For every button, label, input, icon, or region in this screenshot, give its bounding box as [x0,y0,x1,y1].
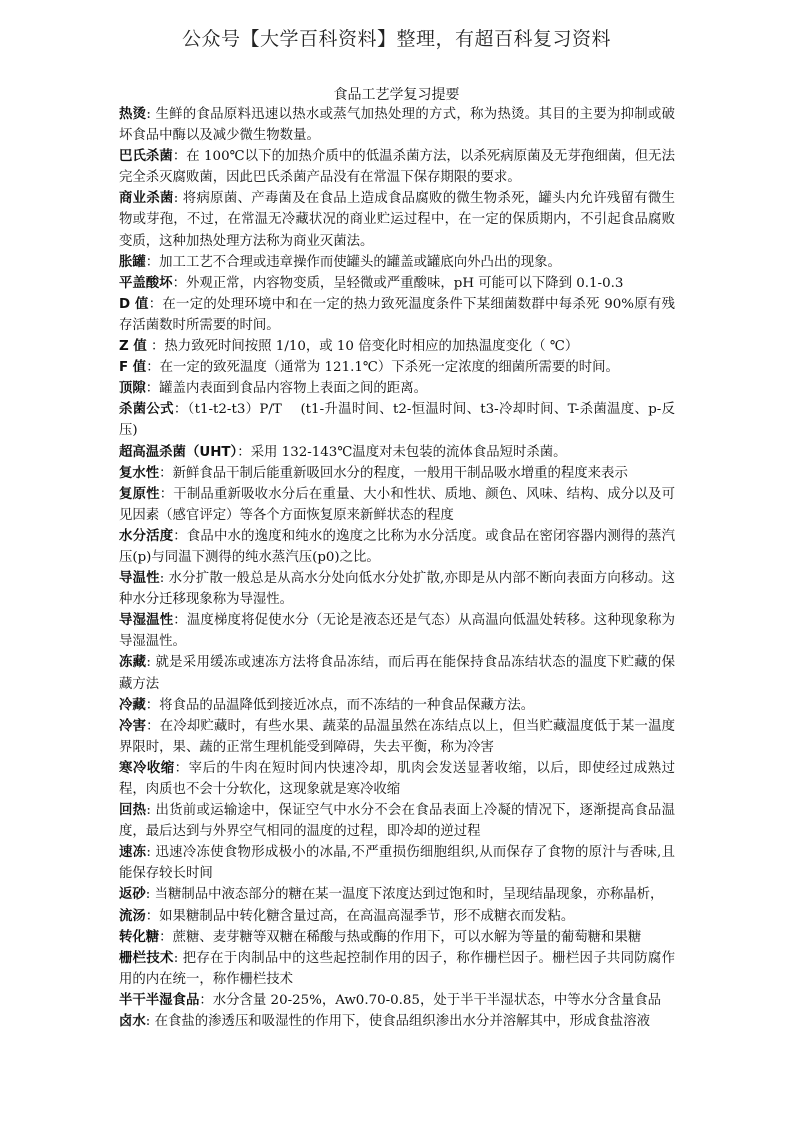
entry-syrup-bleeding: 流汤：如果糖制品中转化糖含量过高，在高温高湿季节，形不成糖衣而发粘。 [119,908,575,924]
definition: 当糖制品中液态部分的糖在某一温度下浓度达到过饱和时，呈现结晶现象，亦称晶析， [154,887,664,903]
header-banner: 公众号【大学百科资料】整理，有超百科复习资料 [181,28,611,50]
entry-sugar-crystallization: 返砂: 当糖制品中液态部分的糖在某一温度下浓度达到过饱和时，呈现结晶现象，亦称晶析， [119,887,664,903]
term: 复原性 [119,486,160,502]
term: 超高温杀菌（UHT） [119,444,238,460]
term: 巴氏杀菌 [119,149,173,165]
term: 导湿温性 [119,613,174,629]
term: 水分活度 [119,528,174,544]
entry-quick-freezing: 速冻: 迅速冷冻使食物形成极小的冰晶,不严重损伤细胞组织,从而保存了食物的原汁与香味,且能保存较长时间 [119,845,675,882]
entry-cold-storage: 冷藏：将食品的品温降低到接近冰点，而不冻结的一种食品保藏方法。 [119,697,535,713]
entry-f-value: F 值：在一定的致死温度（通常为 121.1℃）下杀死一定浓度的细菌所需要的时间。 [119,360,619,376]
entry-sterilization-formula: 杀菌公式：（t1-t2-t3）P/T (t1-升温时间、t2-恒温时间、t3-冷却时间、T-杀菌温度、p-反压) [119,402,676,439]
term: 卤水 [119,1014,146,1030]
term: 栅栏技术 [119,950,174,966]
entry-moisture-conductivity: 导温性: 水分扩散一般总是从高水分处向低水分处扩散,亦即是从内部不断向表面方向移动。这种水分迁移现象称为导湿性。 [119,571,675,608]
definition: 蔗糖、麦芽糖等双糖在稀酸与热或酶的作用下，可以水解为等量的葡萄糖和果糖 [172,929,642,945]
entry-d-value: D 值：在一定的处理环境中和在一定的热力致死温度条件下某细菌数群中每杀死 90%原有残存活菌数时所需要的时间。 [119,296,675,333]
entry-swell: 胀罐：加工工艺不合理或违章操作而使罐头的罐盖或罐底向外凸出的现象。 [119,254,561,270]
definition: 在食盐的渗透压和吸湿性的作用下，使食品组织渗出水分并溶解其中，形成食盐溶液 [154,1014,651,1030]
term: Z 值 [119,339,147,355]
term: 返砂 [119,887,146,903]
entry-pasteurization: 巴氏杀菌：在 100℃以下的加热介质中的低温杀菌方法，以杀死病原菌及无芽孢细菌，但无法完全杀灭腐败菌，因此巴氏杀菌产品没有在常温下保存期限的要求。 [119,149,676,186]
definition: 温度梯度将促使水分（无论是液态还是气态）从高温向低温处转移。这种现象称为导湿温性。 [119,613,676,650]
term: 冷藏 [119,697,146,713]
term: 冷害 [119,718,147,734]
entry-cold-shortening: 寒冷收缩：宰后的牛肉在短时间内快速冷却，肌肉会发送显著收缩，以后，即使经过成熟过程，肉质也不会十分软化，这现象就是寒冷收缩 [119,760,676,797]
definition: 将食品的品温降低到接近冰点，而不冻结的一种食品保藏方法。 [159,697,535,713]
entry-intermediate-moisture-food: 半干半湿食品：水分含量 20-25%，Aw0.70-0.85，处于半干半湿状态，中等水分含量食品 [119,992,661,1008]
term: 流汤 [119,908,146,924]
entry-commercial-sterilization: 商业杀菌: 将病原菌、产毒菌及在食品上造成食品腐败的微生物杀死，罐头内允许残留有微生物或芽孢，不过，在常温无冷藏状况的商业贮运过程中，在一定的保质期内，不引起食品腐败变质，这种加热处理方法称为商业灭菌法。 [119,191,676,249]
definition: 把存在于肉制品中的这些起控制作用的因子，称作栅栏因子。栅栏因子共同防腐作用的内在统一，称作栅栏技术 [119,950,676,987]
term: 顶隙 [119,381,146,397]
definition: 水分含量 20-25%，Aw0.70-0.85，处于半干半湿状态，中等水分含量食品 [212,992,661,1008]
definition: 如果糖制品中转化糖含量过高，在高温高湿季节，形不成糖衣而发粘。 [159,908,575,924]
definition: 干制品重新吸收水分后在重量、大小和性状、质地、颜色、风味、结构、成分以及可见因素（感官评定）等各个方面恢复原来新鲜状态的程度 [119,486,676,523]
term: 转化糖 [119,929,160,945]
definition: 在冷却贮藏时，有些水果、蔬菜的品温虽然在冻结点以上，但当贮藏温度低于某一温度界限时，果、蔬的正常生理机能受到障碍，失去平衡，称为冷害 [119,718,676,755]
term: 杀菌公式 [119,402,174,418]
entry-z-value: Z 值 ：热力致死时间按照 1/10，或 10 倍变化时相应的加热温度变化（ ℃） [119,339,579,355]
definition: 宰后的牛肉在短时间内快速冷却，肌肉会发送显著收缩，以后，即使经过成熟过程，肉质也不会十分软化，这现象就是寒冷收缩 [119,760,676,797]
entry-thermo-moisture-conductivity: 导湿温性：温度梯度将促使水分（无论是液态还是气态）从高温向低温处转移。这种现象称为导湿温性。 [119,613,676,650]
entry-blanching: 热烫: 生鲜的食品原料迅速以热水或蒸气加热处理的方式，称为热烫。其目的主要为抑制或破坏食品中酶以及减少微生物数量。 [119,107,676,144]
definition: 生鲜的食品原料迅速以热水或蒸气加热处理的方式，称为热烫。其目的主要为抑制或破坏食品中酶以及减少微生物数量。 [119,107,676,144]
definition: 将病原菌、产毒菌及在食品上造成食品腐败的微生物杀死，罐头内允许残留有微生物或芽孢，不过，在常温无冷藏状况的商业贮运过程中，在一定的保质期内，不引起食品腐败变质，这种加热处理方法称为商业灭菌法。 [119,191,676,249]
entry-chilling-injury: 冷害：在冷却贮藏时，有些水果、蔬菜的品温虽然在冻结点以上，但当贮藏温度低于某一温度界限时，果、蔬的正常生理机能受到障碍，失去平衡，称为冷害 [119,718,676,755]
entry-rehydration: 复水性：新鲜食品干制后能重新吸回水分的程度，一般用干制品吸水增重的程度来表示 [119,465,628,481]
entry-brine: 卤水: 在食盐的渗透压和吸湿性的作用下，使食品组织渗出水分并溶解其中，形成食盐溶液 [119,1014,651,1030]
definition: 水分扩散一般总是从高水分处向低水分处扩散,亦即是从内部不断向表面方向移动。这种水分迁移现象称为导湿性。 [119,571,675,608]
entry-frozen-storage: 冻藏: 就是采用缓冻或速冻方法将食品冻结，而后再在能保持食品冻结状态的温度下贮藏的保藏方法 [119,655,676,692]
definition: 食品中水的逸度和纯水的逸度之比称为水分活度。或食品在密闭容器内测得的蒸汽压(p)与同温下测得的纯水蒸汽压(p0)之比。 [119,528,676,565]
definition: 迅速冷冻使食物形成极小的冰晶,不严重损伤细胞组织,从而保存了食物的原汁与香味,且能保存较长时间 [119,845,675,882]
term: 半干半湿食品 [119,992,200,1008]
definition: 热力致死时间按照 1/10，或 10 倍变化时相应的加热温度变化（ ℃） [164,339,579,355]
term: 冻藏 [119,655,147,671]
entry-water-activity: 水分活度：食品中水的逸度和纯水的逸度之比称为水分活度。或食品在密闭容器内测得的蒸汽压(p)与同温下测得的纯水蒸汽压(p0)之比。 [119,528,676,565]
term: D 值 [119,296,149,312]
definition: 在一定的处理环境中和在一定的热力致死温度条件下某细菌数群中每杀死 90%原有残存活菌数时所需要的时间。 [119,296,675,333]
definition: （t1-t2-t3）P/T (t1-升温时间、t2-恒温时间、t3-冷却时间、T-杀菌温度、p-反压) [119,402,676,439]
term: 平盖酸坏 [119,275,173,291]
entry-rewarming: 回热: 出货前或运输途中，保证空气中水分不会在食品表面上冷凝的情况下，逐渐提高食品温度，最后达到与外界空气相同的温度的过程，即冷却的逆过程 [119,803,676,840]
entry-hurdle-technology: 栅栏技术: 把存在于肉制品中的这些起控制作用的因子，称作栅栏因子。栅栏因子共同防腐作用的内在统一，称作栅栏技术 [119,950,676,987]
definition: 在 100℃以下的加热介质中的低温杀菌方法，以杀死病原菌及无芽孢细菌，但无法完全杀灭腐败菌，因此巴氏杀菌产品没有在常温下保存期限的要求。 [119,149,676,186]
definition: 就是采用缓冻或速冻方法将食品冻结，而后再在能保持食品冻结状态的温度下贮藏的保藏方法 [119,655,676,692]
entry-restoration: 复原性：干制品重新吸收水分后在重量、大小和性状、质地、颜色、风味、结构、成分以及可见因素（感官评定）等各个方面恢复原来新鲜状态的程度 [119,486,676,523]
entry-uht: 超高温杀菌（UHT）：采用 132-143℃温度对未包装的流体食品短时杀菌。 [119,444,567,460]
term: 回热 [119,803,147,819]
entry-headspace: 顶隙：罐盖内表面到食品内容物上表面之间的距离。 [119,381,427,397]
definition: 新鲜食品干制后能重新吸回水分的程度，一般用干制品吸水增重的程度来表示 [172,465,628,481]
entry-flat-sour: 平盖酸坏：外观正常，内容物变质，呈轻微或严重酸味，pH 可能可以下降到 0.1-0.3 [119,275,624,291]
page-title: 食品工艺学复习提要 [333,87,460,103]
term: 导温性 [119,571,160,587]
definition: 罐盖内表面到食品内容物上表面之间的距离。 [159,381,427,397]
term: 速冻 [119,845,147,861]
entry-invert-sugar: 转化糖：蔗糖、麦芽糖等双糖在稀酸与热或酶的作用下，可以水解为等量的葡萄糖和果糖 [119,929,642,945]
definition: 出货前或运输途中，保证空气中水分不会在食品表面上冷凝的情况下，逐渐提高食品温度，最后达到与外界空气相同的温度的过程，即冷却的逆过程 [119,803,676,840]
definition: 在一定的致死温度（通常为 121.1℃）下杀死一定浓度的细菌所需要的时间。 [159,360,619,376]
document-body [119,104,675,1032]
term: 商业杀菌 [119,191,174,207]
term: 复水性 [119,465,160,481]
term: 热烫 [119,107,147,122]
definition: 加工工艺不合理或违章操作而使罐头的罐盖或罐底向外凸出的现象。 [159,254,561,270]
term: F 值 [119,360,147,376]
term: 胀罐 [119,254,146,270]
definition: 外观正常，内容物变质，呈轻微或严重酸味，pH 可能可以下降到 0.1-0.3 [185,275,624,291]
term: 寒冷收缩 [119,760,175,776]
definition: 采用 132-143℃温度对未包装的流体食品短时杀菌。 [250,444,567,460]
